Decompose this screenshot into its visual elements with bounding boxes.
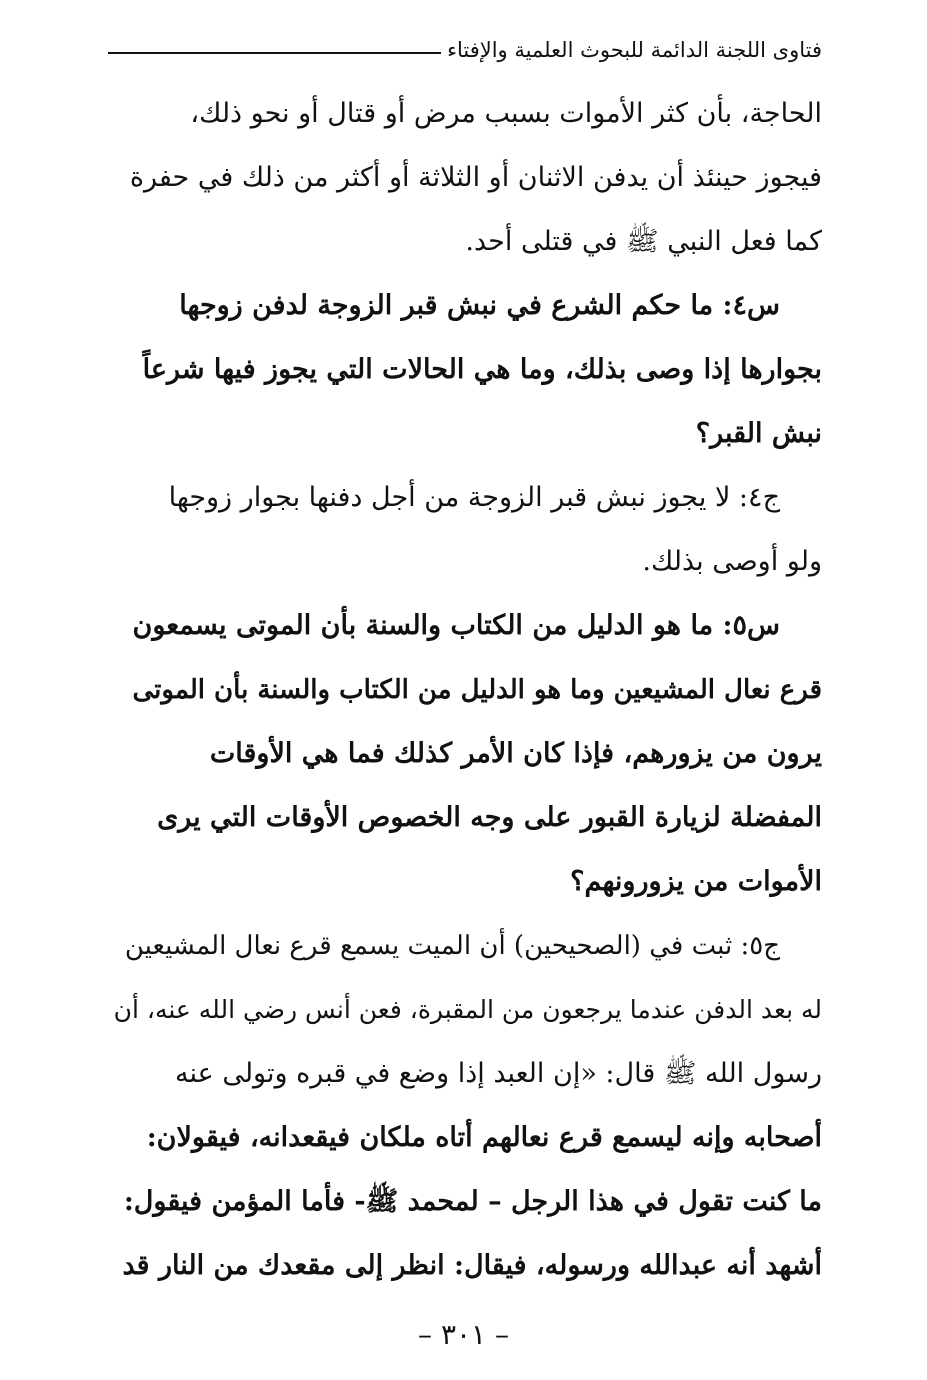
- header-rule: [108, 52, 441, 54]
- hadith-line: أصحابه وإنه ليسمع قرع نعالهم أتاه ملكان فيقعدانه، فيقولان:: [146, 1122, 822, 1153]
- answer-4-line: ج٤: لا يجوز نبش قبر الزوجة من أجل دفنها بجوار زوجها: [168, 482, 780, 513]
- text-line: الحاجة، بأن كثر الأموات بسبب مرض أو قتال أو نحو ذلك،: [190, 98, 822, 129]
- question-4-line: بجوارها إذا وصى بذلك، وما هي الحالات التي يجوز فيها شرعاً: [142, 354, 822, 385]
- text-line: فيجوز حينئذ أن يدفن الاثنان أو الثلاثة أو أكثر من ذلك في حفرة: [129, 162, 822, 193]
- question-4-line: س٤: ما حكم الشرع في نبش قبر الزوجة لدفن زوجها: [179, 290, 780, 321]
- text-line: كما فعل النبي ﷺ في قتلى أحد.: [465, 226, 822, 257]
- page-number: – ٣٠١ –: [418, 1318, 509, 1351]
- question-5-line: المفضلة لزيارة القبور على وجه الخصوص الأوقات التي يرى: [157, 802, 822, 833]
- running-header: [108, 30, 822, 70]
- question-4-line: نبش القبر؟: [695, 418, 822, 449]
- question-5-line: س٥: ما هو الدليل من الكتاب والسنة بأن الموتى يسمعون: [132, 610, 780, 641]
- question-5-line: يرون من يزورهم، فإذا كان الأمر كذلك فما هي الأوقات: [209, 738, 822, 769]
- hadith-line: ما كنت تقول في هذا الرجل – لمحمد ﷺ- فأما المؤمن فيقول:: [123, 1186, 822, 1217]
- answer-5-line: رسول الله ﷺ قال: «إن العبد إذا وضع في قبره وتولى عنه: [175, 1058, 822, 1089]
- answer-5-line: ج٥: ثبت في (الصحيحين) أن الميت يسمع قرع نعال المشيعين: [124, 931, 780, 961]
- body-text: [108, 82, 822, 1298]
- hadith-line: أشهد أنه عبدالله ورسوله، فيقال: انظر إلى مقعدك من النار قد: [122, 1250, 822, 1281]
- question-5-line: الأموات من يزورونهم؟: [570, 866, 822, 897]
- header-title: فتاوى اللجنة الدائمة للبحوث العلمية والإفتاء: [447, 38, 822, 62]
- question-5-line: قرع نعال المشيعين وما هو الدليل من الكتاب والسنة بأن الموتى: [132, 675, 822, 705]
- answer-5-line: له بعد الدفن عندما يرجعون من المقبرة، فعن أنس رضي الله عنه، أن: [113, 995, 822, 1024]
- answer-4-line: ولو أوصى بذلك.: [642, 546, 822, 577]
